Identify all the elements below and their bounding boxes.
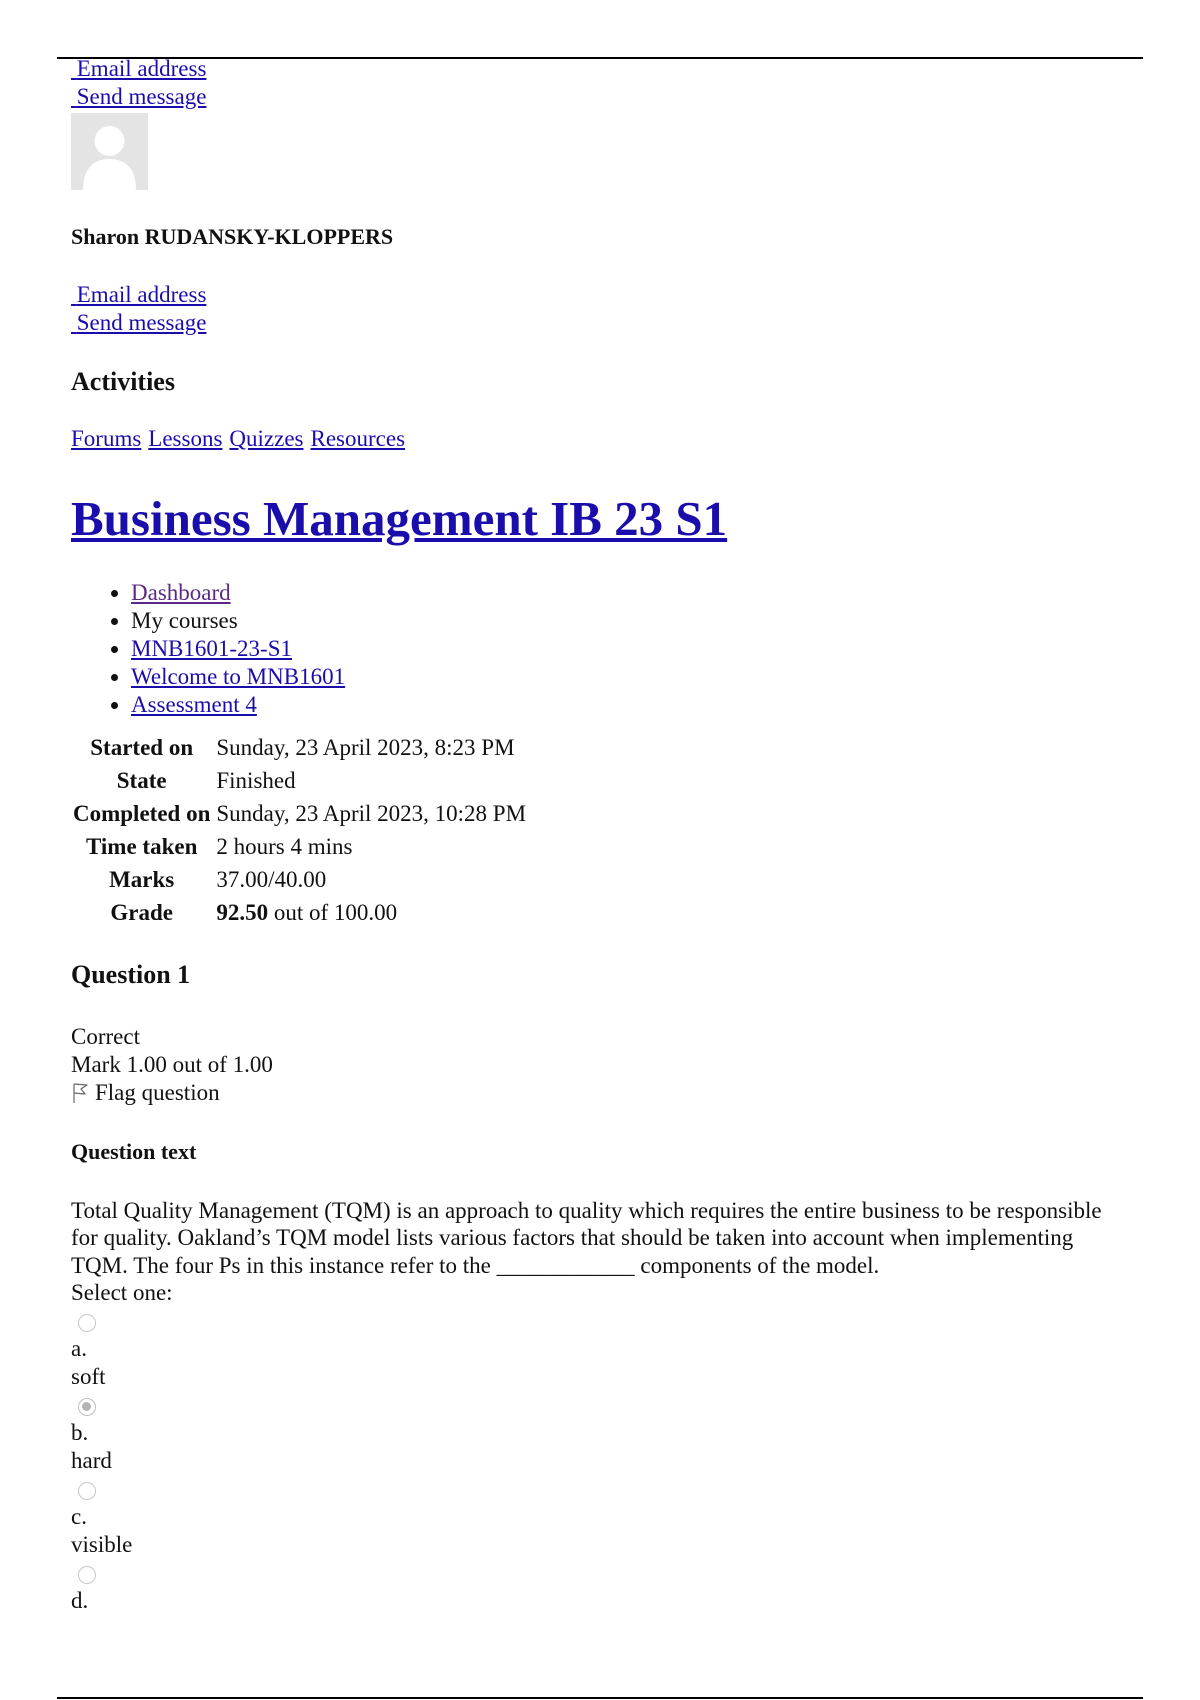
question-mark: Mark 1.00 out of 1.00 [71,1051,273,1077]
breadcrumb-dashboard-link[interactable]: Dashboard [131,580,231,605]
table-row [69,732,526,765]
option-d [71,1566,1131,1615]
page-content [71,55,1131,1615]
question-status: Correct [71,1023,140,1049]
course-title-link[interactable]: Business Management IB 23 S1 [71,491,728,546]
select-one-prompt: Select one: [71,1280,173,1305]
grade-label: Grade [110,900,173,925]
question-info [71,1023,1131,1107]
quizzes-link[interactable]: Quizzes [229,426,304,451]
flag-question-toggle[interactable] [71,1079,1131,1107]
breadcrumb-assessment-link[interactable]: Assessment 4 [131,691,257,717]
question-text: Total Quality Management (TQM) is an approach to quality which requires the entire business to be responsible for quality. Oakland’s TQM model lists various factors that should be taken into account when implementing TQM. The four Ps in this instance refer to the ____________ components of the model. [71,1197,1102,1278]
option-c-radio[interactable] [78,1482,96,1500]
option-b [71,1398,1131,1475]
answer-options [71,1279,1131,1615]
table-row [69,864,526,897]
user-placeholder-icon[interactable] [71,113,148,190]
send-message-link[interactable]: Send message [76,84,207,109]
option-b-radio[interactable] [78,1398,96,1416]
breadcrumb-course-link[interactable]: MNB1601-23-S1 [131,635,293,661]
option-c [71,1482,1131,1559]
question-text-heading: Question text [71,1138,197,1164]
completed-on-label: Completed on [73,801,211,826]
contact-links-teacher [71,281,1131,337]
activities-heading: Activities [71,367,175,396]
marks-value: 37.00/40.00 [216,867,327,892]
marks-label: Marks [109,867,175,892]
breadcrumb-item [131,663,1131,691]
activity-links [71,425,1131,457]
resources-link[interactable]: Resources [310,426,406,451]
contact-links-top [71,55,1131,111]
option-a-text: soft [71,1364,106,1389]
option-a-radio[interactable] [78,1314,96,1332]
flag-question-label: Flag question [95,1079,220,1105]
option-a-letter: a. [71,1336,87,1361]
attempt-summary-table [69,732,526,930]
grade-value: 92.50 [216,900,269,925]
time-taken-value: 2 hours 4 mins [216,834,353,859]
option-d-radio[interactable] [78,1566,96,1584]
flag-icon [71,1082,95,1104]
table-row [69,765,526,798]
teacher-email-link[interactable]: Email address [76,282,207,307]
email-address-link[interactable]: Email address [76,56,207,81]
question-heading: Question 1 [71,959,191,989]
breadcrumb-item [131,635,1131,663]
forums-link[interactable]: Forums [71,426,142,451]
completed-on-value: Sunday, 23 April 2023, 10:28 PM [216,801,527,826]
breadcrumb-item [131,579,1131,607]
table-row [69,798,526,831]
option-c-letter: c. [71,1504,87,1529]
table-row [69,831,526,864]
option-b-text: hard [71,1448,112,1473]
lessons-link[interactable]: Lessons [148,426,223,451]
option-a [71,1314,1131,1391]
grade-value-cell [216,897,526,930]
bottom-rule [57,1697,1143,1699]
breadcrumb-my-courses: My courses [131,608,238,633]
breadcrumb-item [131,691,1131,719]
state-value: Finished [216,768,296,793]
breadcrumb-item [131,607,1131,635]
started-on-value: Sunday, 23 April 2023, 8:23 PM [216,735,515,760]
option-d-letter: d. [71,1588,89,1613]
teacher-name: Sharon RUDANSKY-KLOPPERS [71,224,394,249]
started-on-label: Started on [90,735,194,760]
teacher-message-link[interactable]: Send message [76,310,207,335]
option-b-letter: b. [71,1420,89,1445]
course-title [71,491,1131,547]
table-row [69,897,526,930]
breadcrumb-welcome-link[interactable]: Welcome to MNB1601 [131,663,346,689]
breadcrumb [71,579,1131,719]
state-label: State [116,768,167,793]
grade-suffix: out of 100.00 [268,900,398,925]
time-taken-label: Time taken [85,834,198,859]
option-c-text: visible [71,1532,133,1557]
